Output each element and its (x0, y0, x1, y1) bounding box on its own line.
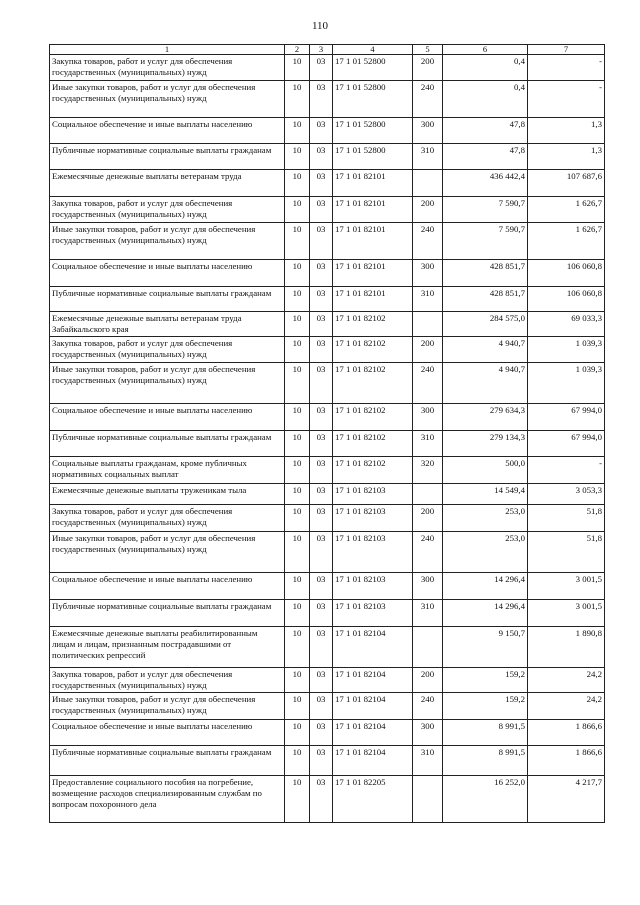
row-section: 10 (285, 312, 310, 337)
row-target-article: 17 1 01 82102 (333, 337, 413, 363)
row-name: Иные закупки товаров, работ и услуг для обеспечения государственных (муниципальных) нужд (50, 532, 285, 573)
page-number: 110 (311, 20, 329, 32)
row-section: 10 (285, 532, 310, 573)
row-section: 10 (285, 627, 310, 668)
row-expense-type: 300 (413, 720, 443, 746)
row-sum-plan: 47,8 (443, 118, 528, 144)
row-sum-plan: 8 991,5 (443, 720, 528, 746)
row-expense-type: 200 (413, 55, 443, 81)
row-subsection: 03 (310, 118, 333, 144)
row-section: 10 (285, 431, 310, 457)
row-name: Иные закупки товаров, работ и услуг для обеспечения государственных (муниципальных) нужд (50, 693, 285, 720)
row-expense-type (413, 776, 443, 823)
row-sum-exec: 1 039,3 (528, 337, 605, 363)
row-target-article: 17 1 01 52800 (333, 81, 413, 118)
row-sum-plan: 47,8 (443, 144, 528, 170)
row-section: 10 (285, 260, 310, 287)
row-sum-exec: 3 053,3 (528, 484, 605, 505)
row-sum-exec: 69 033,3 (528, 312, 605, 337)
row-sum-plan: 9 150,7 (443, 627, 528, 668)
row-sum-exec: 4 217,7 (528, 776, 605, 823)
row-expense-type: 200 (413, 197, 443, 223)
row-sum-exec: 1,3 (528, 118, 605, 144)
row-expense-type: 310 (413, 431, 443, 457)
row-name: Ежемесячные денежные выплаты ветеранам труда Забайкальского края (50, 312, 285, 337)
row-section: 10 (285, 337, 310, 363)
row-name: Закупка товаров, работ и услуг для обеспечения государственных (муниципальных) нужд (50, 55, 285, 81)
row-sum-plan: 279 634,3 (443, 404, 528, 431)
row-target-article: 17 1 01 82102 (333, 312, 413, 337)
row-sum-plan: 4 940,7 (443, 363, 528, 404)
row-expense-type (413, 170, 443, 197)
row-expense-type: 200 (413, 337, 443, 363)
column-header: 2 (285, 45, 310, 55)
row-expense-type: 240 (413, 363, 443, 404)
row-sum-exec: 1 626,7 (528, 223, 605, 260)
row-expense-type: 310 (413, 746, 443, 776)
row-sum-exec: 1 626,7 (528, 197, 605, 223)
row-sum-plan: 500,0 (443, 457, 528, 484)
table-row (50, 573, 605, 600)
row-sum-exec: 106 060,8 (528, 287, 605, 312)
row-target-article: 17 1 01 82103 (333, 600, 413, 627)
table-row (50, 170, 605, 197)
row-sum-exec: 107 687,6 (528, 170, 605, 197)
row-target-article: 17 1 01 52800 (333, 144, 413, 170)
row-subsection: 03 (310, 532, 333, 573)
row-subsection: 03 (310, 431, 333, 457)
row-sum-plan: 0,4 (443, 55, 528, 81)
row-sum-exec: 1 866,6 (528, 746, 605, 776)
row-name: Закупка товаров, работ и услуг для обеспечения государственных (муниципальных) нужд (50, 197, 285, 223)
row-expense-type: 320 (413, 457, 443, 484)
row-target-article: 17 1 01 82103 (333, 532, 413, 573)
row-subsection: 03 (310, 363, 333, 404)
row-sum-plan: 159,2 (443, 693, 528, 720)
row-expense-type: 200 (413, 505, 443, 532)
row-target-article: 17 1 01 82104 (333, 668, 413, 693)
row-subsection: 03 (310, 170, 333, 197)
row-target-article: 17 1 01 82102 (333, 431, 413, 457)
row-sum-plan: 14 296,4 (443, 573, 528, 600)
table-row (50, 746, 605, 776)
row-target-article: 17 1 01 82103 (333, 505, 413, 532)
table-row (50, 197, 605, 223)
table-row (50, 363, 605, 404)
row-target-article: 17 1 01 82103 (333, 573, 413, 600)
row-sum-plan: 14 549,4 (443, 484, 528, 505)
row-subsection: 03 (310, 746, 333, 776)
row-subsection: 03 (310, 720, 333, 746)
row-sum-exec: 67 994,0 (528, 404, 605, 431)
table-row (50, 431, 605, 457)
row-expense-type: 240 (413, 693, 443, 720)
row-target-article: 17 1 01 52800 (333, 118, 413, 144)
row-sum-plan: 253,0 (443, 505, 528, 532)
row-sum-exec: - (528, 55, 605, 81)
row-section: 10 (285, 505, 310, 532)
row-sum-exec: 51,8 (528, 505, 605, 532)
row-sum-exec: 3 001,5 (528, 600, 605, 627)
row-name: Ежемесячные денежные выплаты ветеранам труда (50, 170, 285, 197)
row-sum-exec: 67 994,0 (528, 431, 605, 457)
row-section: 10 (285, 363, 310, 404)
row-sum-plan: 428 851,7 (443, 260, 528, 287)
row-sum-plan: 279 134,3 (443, 431, 528, 457)
table-row (50, 720, 605, 746)
row-section: 10 (285, 484, 310, 505)
row-name: Публичные нормативные социальные выплаты гражданам (50, 431, 285, 457)
row-expense-type: 300 (413, 404, 443, 431)
table-row (50, 505, 605, 532)
row-expense-type: 300 (413, 260, 443, 287)
row-name: Социальное обеспечение и иные выплаты населению (50, 573, 285, 600)
row-section: 10 (285, 457, 310, 484)
row-name: Публичные нормативные социальные выплаты гражданам (50, 144, 285, 170)
column-header: 1 (50, 45, 285, 55)
row-section: 10 (285, 693, 310, 720)
row-subsection: 03 (310, 457, 333, 484)
row-sum-exec: 24,2 (528, 668, 605, 693)
row-sum-exec: 1 866,6 (528, 720, 605, 746)
row-subsection: 03 (310, 573, 333, 600)
table-row (50, 600, 605, 627)
row-sum-plan: 7 590,7 (443, 223, 528, 260)
row-name: Социальное обеспечение и иные выплаты населению (50, 404, 285, 431)
row-sum-exec: 51,8 (528, 532, 605, 573)
row-section: 10 (285, 197, 310, 223)
row-sum-plan: 16 252,0 (443, 776, 528, 823)
table-row (50, 627, 605, 668)
row-name: Социальное обеспечение и иные выплаты населению (50, 720, 285, 746)
table-row (50, 532, 605, 573)
table-row (50, 457, 605, 484)
table-row (50, 668, 605, 693)
row-section: 10 (285, 573, 310, 600)
row-subsection: 03 (310, 776, 333, 823)
table-row (50, 404, 605, 431)
table-header-row (50, 45, 605, 55)
row-target-article: 17 1 01 52800 (333, 55, 413, 81)
row-target-article: 17 1 01 82102 (333, 404, 413, 431)
row-expense-type: 300 (413, 118, 443, 144)
row-sum-plan: 4 940,7 (443, 337, 528, 363)
row-target-article: 17 1 01 82101 (333, 170, 413, 197)
column-header: 7 (528, 45, 605, 55)
row-expense-type: 240 (413, 223, 443, 260)
row-name: Иные закупки товаров, работ и услуг для обеспечения государственных (муниципальных) нужд (50, 363, 285, 404)
table-row (50, 693, 605, 720)
table-row (50, 223, 605, 260)
row-subsection: 03 (310, 197, 333, 223)
row-section: 10 (285, 55, 310, 81)
row-expense-type: 300 (413, 573, 443, 600)
row-target-article: 17 1 01 82102 (333, 363, 413, 404)
row-name: Публичные нормативные социальные выплаты гражданам (50, 746, 285, 776)
row-target-article: 17 1 01 82103 (333, 484, 413, 505)
row-expense-type (413, 312, 443, 337)
row-sum-plan: 284 575,0 (443, 312, 528, 337)
row-name: Ежемесячные денежные выплаты труженикам тыла (50, 484, 285, 505)
row-target-article: 17 1 01 82104 (333, 693, 413, 720)
row-target-article: 17 1 01 82104 (333, 627, 413, 668)
row-expense-type (413, 627, 443, 668)
row-section: 10 (285, 600, 310, 627)
table-row (50, 484, 605, 505)
row-section: 10 (285, 223, 310, 260)
row-subsection: 03 (310, 312, 333, 337)
row-expense-type: 310 (413, 600, 443, 627)
row-subsection: 03 (310, 144, 333, 170)
row-target-article: 17 1 01 82101 (333, 223, 413, 260)
table-row (50, 118, 605, 144)
budget-table (49, 44, 605, 823)
row-sum-exec: - (528, 81, 605, 118)
row-subsection: 03 (310, 668, 333, 693)
column-header: 4 (333, 45, 413, 55)
row-section: 10 (285, 746, 310, 776)
row-name: Закупка товаров, работ и услуг для обеспечения государственных (муниципальных) нужд (50, 505, 285, 532)
column-header: 5 (413, 45, 443, 55)
row-name: Иные закупки товаров, работ и услуг для обеспечения государственных (муниципальных) нужд (50, 223, 285, 260)
row-name: Социальное обеспечение и иные выплаты населению (50, 260, 285, 287)
row-subsection: 03 (310, 337, 333, 363)
row-section: 10 (285, 776, 310, 823)
row-subsection: 03 (310, 600, 333, 627)
row-target-article: 17 1 01 82205 (333, 776, 413, 823)
column-header: 6 (443, 45, 528, 55)
row-expense-type: 200 (413, 668, 443, 693)
row-target-article: 17 1 01 82101 (333, 197, 413, 223)
row-name: Предоставление социального пособия на погребение, возмещение расходов специализированным службам по вопросам похоронного дела (50, 776, 285, 823)
row-section: 10 (285, 81, 310, 118)
row-sum-plan: 14 296,4 (443, 600, 528, 627)
row-subsection: 03 (310, 81, 333, 118)
row-target-article: 17 1 01 82104 (333, 746, 413, 776)
row-expense-type: 240 (413, 81, 443, 118)
row-sum-exec: 1 890,8 (528, 627, 605, 668)
row-subsection: 03 (310, 484, 333, 505)
row-expense-type: 240 (413, 532, 443, 573)
row-sum-exec: 1,3 (528, 144, 605, 170)
table-row (50, 55, 605, 81)
row-sum-exec: 106 060,8 (528, 260, 605, 287)
row-expense-type (413, 484, 443, 505)
row-sum-plan: 253,0 (443, 532, 528, 573)
row-name: Публичные нормативные социальные выплаты гражданам (50, 287, 285, 312)
row-subsection: 03 (310, 505, 333, 532)
row-name: Ежемесячные денежные выплаты реабилитированным лицам и лицам, признанным пострадавшими от политических репрессий (50, 627, 285, 668)
row-subsection: 03 (310, 55, 333, 81)
row-section: 10 (285, 668, 310, 693)
row-name: Закупка товаров, работ и услуг для обеспечения государственных (муниципальных) нужд (50, 668, 285, 693)
table-row (50, 337, 605, 363)
row-section: 10 (285, 287, 310, 312)
row-target-article: 17 1 01 82102 (333, 457, 413, 484)
table-row (50, 81, 605, 118)
row-section: 10 (285, 170, 310, 197)
row-subsection: 03 (310, 287, 333, 312)
row-section: 10 (285, 144, 310, 170)
row-section: 10 (285, 404, 310, 431)
table-row (50, 776, 605, 823)
row-subsection: 03 (310, 693, 333, 720)
row-sum-exec: 1 039,3 (528, 363, 605, 404)
row-sum-exec: - (528, 457, 605, 484)
row-section: 10 (285, 118, 310, 144)
row-sum-plan: 7 590,7 (443, 197, 528, 223)
row-section: 10 (285, 720, 310, 746)
table-row (50, 287, 605, 312)
row-sum-plan: 0,4 (443, 81, 528, 118)
row-name: Публичные нормативные социальные выплаты гражданам (50, 600, 285, 627)
row-name: Социальные выплаты гражданам, кроме публичных нормативных социальных выплат (50, 457, 285, 484)
row-sum-plan: 159,2 (443, 668, 528, 693)
row-sum-plan: 436 442,4 (443, 170, 528, 197)
row-sum-exec: 24,2 (528, 693, 605, 720)
row-name: Социальное обеспечение и иные выплаты населению (50, 118, 285, 144)
row-target-article: 17 1 01 82104 (333, 720, 413, 746)
row-target-article: 17 1 01 82101 (333, 260, 413, 287)
row-expense-type: 310 (413, 144, 443, 170)
row-name: Закупка товаров, работ и услуг для обеспечения государственных (муниципальных) нужд (50, 337, 285, 363)
table-row (50, 144, 605, 170)
row-sum-plan: 428 851,7 (443, 287, 528, 312)
row-subsection: 03 (310, 223, 333, 260)
column-header: 3 (310, 45, 333, 55)
row-subsection: 03 (310, 627, 333, 668)
row-sum-exec: 3 001,5 (528, 573, 605, 600)
table-row (50, 312, 605, 337)
row-name: Иные закупки товаров, работ и услуг для обеспечения государственных (муниципальных) нужд (50, 81, 285, 118)
row-subsection: 03 (310, 260, 333, 287)
row-sum-plan: 8 991,5 (443, 746, 528, 776)
row-expense-type: 310 (413, 287, 443, 312)
table-row (50, 260, 605, 287)
row-subsection: 03 (310, 404, 333, 431)
row-target-article: 17 1 01 82101 (333, 287, 413, 312)
